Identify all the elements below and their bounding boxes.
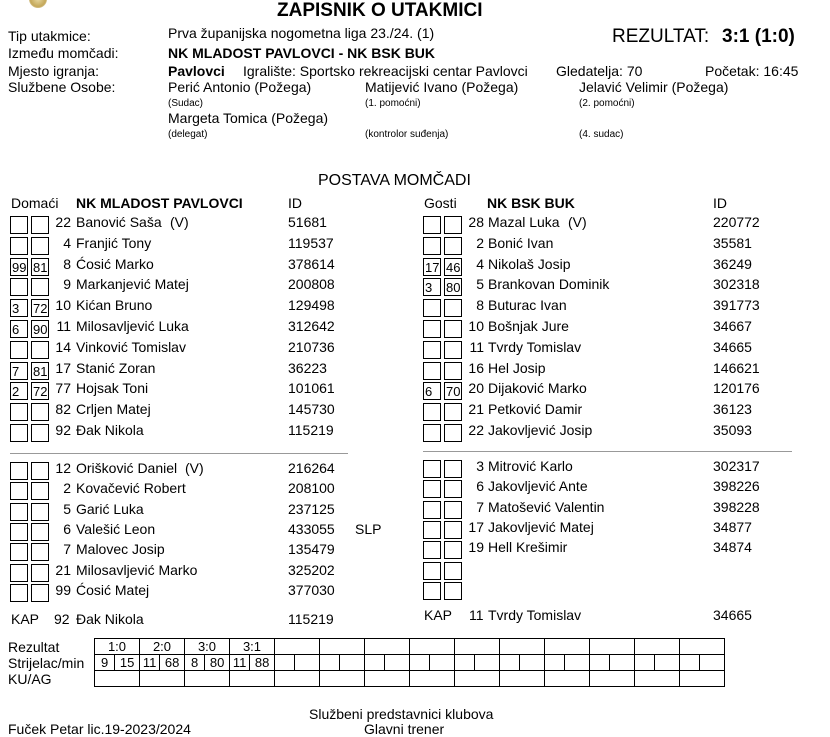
score-cell: [590, 639, 635, 655]
away-captain-name: Tvrdy Tomislav: [488, 607, 582, 623]
scorer-row-label: Strijelac/min: [8, 655, 85, 671]
card-cell: [230, 671, 275, 687]
sub-minute-box[interactable]: [423, 480, 441, 498]
sub-note: SLP: [355, 520, 382, 537]
card-cell: [140, 671, 185, 687]
sub-minute-box[interactable]: [444, 216, 462, 234]
scorer-cell: 88: [250, 655, 275, 671]
player-id: 101061: [288, 380, 335, 397]
card-cell: [635, 671, 680, 687]
home-divider: [10, 453, 348, 454]
official-role: (delegat): [168, 129, 208, 140]
player-name: Hel Josip: [488, 359, 546, 376]
player-id: 35093: [713, 422, 752, 438]
player-id: 145730: [288, 401, 335, 418]
player-name: Brankovan Dominik: [488, 276, 610, 293]
card-cell: [185, 671, 230, 687]
federation-logo: [29, 0, 47, 8]
sub-minute-box[interactable]: [444, 480, 462, 498]
official-role: (Sudac): [168, 98, 204, 109]
score-cell: [545, 639, 590, 655]
sub-name: Orišković Daniel: [76, 460, 178, 476]
sub-minute-box[interactable]: [423, 320, 441, 338]
card-cell: [275, 671, 320, 687]
sub-number: 21: [55, 561, 71, 578]
player-id: 129498: [288, 297, 335, 314]
player-number: 14: [55, 338, 71, 355]
player-id: 35581: [713, 234, 752, 251]
player-number: 28: [468, 214, 484, 230]
player-id: 210736: [288, 338, 335, 355]
sub-minute-box[interactable]: [31, 403, 49, 421]
score-cell: [275, 639, 320, 655]
player-name: Petković Damir: [488, 401, 583, 418]
scorer-cell: 11: [230, 655, 250, 671]
sub-id: 216264: [288, 460, 335, 476]
sub-minute-box[interactable]: [444, 320, 462, 338]
sub-minute-box[interactable]: [10, 564, 28, 582]
scorer-cell: 9: [95, 655, 115, 671]
home-captain-label: KAP: [11, 611, 40, 627]
sub-minute-box[interactable]: 70: [446, 384, 461, 400]
card-cell: [95, 671, 140, 687]
sub-name: Valešić Leon: [76, 520, 156, 537]
scoring-grid: [94, 638, 725, 687]
sub-number: 7: [63, 541, 71, 558]
sub-minute-box[interactable]: [423, 341, 441, 359]
scorer-cell: [565, 655, 590, 671]
sub-minute-box[interactable]: [10, 523, 28, 541]
home-id-header: ID: [288, 195, 302, 211]
player-name: Vinković Tomislav: [76, 338, 186, 355]
sub-name: Garić Luka: [76, 500, 144, 517]
player-number: 11: [469, 338, 484, 355]
sub-id: 377030: [288, 581, 335, 598]
sub-minute-box[interactable]: 80: [446, 280, 461, 296]
official-name: Jelavić Velimir (Požega): [579, 79, 729, 95]
captain-mark: (V): [170, 214, 189, 230]
scorer-cell: [340, 655, 365, 671]
sub-minute-box[interactable]: 90: [33, 322, 48, 337]
sub-minute-box[interactable]: 7: [10, 362, 28, 380]
sub-minute-box[interactable]: [423, 216, 441, 234]
sub-name: Jakovljević Matej: [488, 518, 594, 535]
scorer-cell: 11: [140, 655, 160, 671]
official-name: Margeta Tomica (Požega): [168, 110, 329, 126]
scorer-cell: 80: [205, 655, 230, 671]
player-number: 8: [63, 255, 71, 272]
sub-number: 2: [63, 480, 71, 497]
card-cell: [680, 671, 725, 687]
away-captain-number: 11: [469, 607, 484, 623]
player-name: Kićan Bruno: [76, 297, 153, 314]
player-number: 17: [55, 359, 71, 376]
scorer-cell: [635, 655, 655, 671]
sub-minute-box[interactable]: 3: [423, 278, 441, 296]
sub-minute-box[interactable]: [423, 362, 441, 380]
sub-minute-box[interactable]: [31, 216, 49, 234]
scorer-cell: [455, 655, 475, 671]
scorer-cell: 8: [185, 655, 205, 671]
sub-minute-box[interactable]: 72: [33, 384, 48, 400]
player-id: 312642: [288, 318, 335, 334]
sub-minute-box[interactable]: [10, 278, 28, 296]
player-name: Bonić Ivan: [488, 234, 554, 251]
sub-number: 6: [63, 520, 71, 537]
away-divider: [423, 451, 792, 452]
score-cell: 2:0: [140, 639, 185, 655]
competition: Prva županijska nogometna liga 23./24. (1): [168, 25, 435, 41]
sub-minute-box[interactable]: [31, 584, 49, 602]
player-number: 77: [55, 380, 71, 397]
sub-minute-box[interactable]: [444, 341, 462, 359]
scorer-cell: [365, 655, 385, 671]
sub-number: 7: [476, 498, 484, 515]
player-number: 11: [56, 318, 71, 334]
sub-minute-box[interactable]: [444, 460, 462, 478]
home-team-name: NK MLADOST PAVLOVCI: [76, 195, 243, 211]
player-name: Markanjević Matej: [76, 276, 189, 293]
sub-id: 34877: [713, 518, 752, 535]
scorer-cell: 68: [160, 655, 185, 671]
sub-name: Malovec Josip: [76, 541, 165, 558]
score-cell: [410, 639, 455, 655]
sub-minute-box[interactable]: [423, 562, 441, 580]
sub-minute-box[interactable]: [423, 424, 441, 442]
sub-minute-box[interactable]: [10, 424, 28, 442]
scorer-cell: [590, 655, 610, 671]
sub-minute-box[interactable]: [31, 462, 49, 480]
player-number: 21: [468, 401, 484, 418]
score-cell: 1:0: [95, 639, 140, 655]
sub-minute-box[interactable]: [423, 541, 441, 559]
player-name: Ćosić Marko: [76, 255, 154, 272]
player-number: 16: [468, 359, 484, 376]
result-label: REZULTAT:: [612, 26, 710, 47]
label-teams: Između momčadi:: [8, 45, 119, 61]
sub-name: Ćosić Matej: [76, 581, 150, 598]
sub-minute-box[interactable]: [423, 403, 441, 421]
sub-minute-box[interactable]: [444, 403, 462, 421]
away-captain-id: 34665: [713, 607, 752, 623]
scorer-cell: [385, 655, 410, 671]
home-side-label: Domaći: [11, 195, 59, 211]
player-id: 115219: [288, 422, 334, 438]
sub-minute-box[interactable]: [423, 521, 441, 539]
match-teams: NK MLADOST PAVLOVCI - NK BSK BUK: [168, 45, 436, 61]
sub-name: Mitrović Karlo: [488, 458, 573, 474]
sub-name: Matošević Valentin: [488, 498, 605, 515]
sub-minute-box[interactable]: [10, 216, 28, 234]
sub-minute-box[interactable]: [10, 237, 28, 255]
player-id: 36223: [288, 359, 327, 376]
scorer-cell: [545, 655, 565, 671]
player-number: 5: [476, 276, 484, 293]
sub-minute-box[interactable]: [10, 584, 28, 602]
card-cell: [500, 671, 545, 687]
card-cell: [410, 671, 455, 687]
official-role: (1. pomoćni): [365, 98, 421, 109]
club-reps-label: Službeni predstavnici klubova: [309, 706, 494, 722]
sub-minute-box[interactable]: [10, 341, 28, 359]
label-venue: Mjesto igranja:: [8, 63, 100, 79]
sub-minute-box[interactable]: 6: [10, 320, 28, 338]
spectators: Gledatelja: 70: [556, 63, 643, 79]
player-name: Jakovljević Josip: [488, 422, 593, 438]
score-cell: [320, 639, 365, 655]
sub-minute-box[interactable]: [31, 523, 49, 541]
player-number: 92: [55, 422, 71, 438]
scorer-cell: [700, 655, 725, 671]
sub-minute-box[interactable]: 2: [10, 382, 28, 400]
player-name: Bošnjak Jure: [488, 318, 569, 334]
score-cell: [500, 639, 545, 655]
card-cell: [590, 671, 635, 687]
sub-name: Kovačević Robert: [76, 480, 186, 497]
official-role: (2. pomoćni): [579, 98, 635, 109]
player-id: 302318: [713, 276, 760, 293]
player-number: 9: [63, 276, 71, 293]
sub-minute-box[interactable]: [423, 460, 441, 478]
scorer-cell: [680, 655, 700, 671]
player-name: Stanić Zoran: [76, 359, 156, 376]
player-id: 200808: [288, 276, 335, 293]
captain-mark: (V): [568, 214, 587, 230]
score-cell: 3:0: [185, 639, 230, 655]
player-name: Crljen Matej: [76, 401, 151, 418]
venue-ground: Igralište: Sportsko rekreacijski centar Pavlovci: [243, 63, 528, 79]
score-cell: [455, 639, 500, 655]
player-number: 10: [468, 318, 484, 334]
sub-id: 302317: [713, 458, 760, 474]
player-id: 34665: [713, 338, 752, 355]
player-id: 391773: [713, 297, 760, 314]
sub-id: 208100: [288, 480, 335, 497]
sub-name: Hell Krešimir: [488, 539, 568, 556]
sub-id: 398226: [713, 478, 760, 495]
player-number: 10: [55, 297, 71, 314]
card-cell: [455, 671, 500, 687]
sub-minute-box[interactable]: 81: [33, 259, 48, 275]
sub-minute-box[interactable]: [10, 503, 28, 521]
score-cell: [635, 639, 680, 655]
player-name: Dijaković Marko: [488, 380, 587, 397]
sub-minute-box[interactable]: [444, 299, 462, 317]
sub-minute-box[interactable]: [444, 541, 462, 559]
label-officials: Službene Osobe:: [8, 79, 116, 95]
lineup-title: POSTAVA MOMČADI: [318, 172, 471, 189]
away-side-label: Gosti: [424, 195, 457, 211]
official-name: Matijević Ivano (Požega): [365, 79, 519, 95]
sub-minute-box[interactable]: [31, 341, 49, 359]
sub-id: 398228: [713, 498, 760, 515]
player-id: 120176: [713, 380, 760, 397]
scorer-cell: [500, 655, 520, 671]
sub-id: 237125: [288, 500, 335, 517]
player-name: Hojsak Toni: [76, 380, 149, 397]
sub-number: 99: [55, 581, 71, 598]
player-name: Đak Nikola: [76, 422, 144, 438]
player-number: 82: [55, 401, 71, 418]
sub-minute-box[interactable]: 17: [425, 259, 440, 275]
sub-minute-box[interactable]: [10, 403, 28, 421]
player-name: Franjić Tony: [76, 234, 152, 251]
score-row-label: Rezultat: [8, 639, 60, 655]
sub-name: Milosavljević Marko: [76, 561, 198, 578]
scorer-cell: [275, 655, 295, 671]
player-id: 34667: [713, 318, 752, 334]
card-cell: [365, 671, 410, 687]
sub-minute-box[interactable]: 72: [33, 301, 48, 317]
official-role: (kontrolor suđenja): [365, 129, 449, 140]
player-name: Buturac Ivan: [488, 297, 567, 314]
player-number: 4: [476, 255, 484, 272]
sub-number: 17: [468, 518, 484, 535]
player-name: Mazal Luka: [488, 214, 560, 230]
kickoff-time: Početak: 16:45: [705, 63, 799, 79]
player-id: 51681: [288, 214, 327, 230]
sub-id: 34874: [713, 539, 752, 556]
sub-minute-box[interactable]: [31, 424, 49, 442]
sub-minute-box[interactable]: 81: [33, 363, 48, 379]
sub-minute-box[interactable]: [31, 278, 49, 296]
scorer-cell: [410, 655, 430, 671]
player-number: 22: [55, 214, 71, 230]
scorer-cell: [320, 655, 340, 671]
scorer-cell: [295, 655, 320, 671]
player-name: Nikolaš Josip: [488, 255, 571, 272]
sub-minute-box[interactable]: 6: [423, 382, 441, 400]
player-number: 4: [63, 234, 71, 251]
away-team-name: NK BSK BUK: [487, 195, 575, 211]
sub-minute-box[interactable]: [10, 462, 28, 480]
card-cell: [545, 671, 590, 687]
scorer-cell: [610, 655, 635, 671]
player-name: Milosavljević Luka: [76, 318, 189, 334]
player-number: 8: [476, 297, 484, 314]
home-captain-id: 115219: [288, 611, 334, 627]
scorer-cell: 15: [115, 655, 140, 671]
player-number: 22: [468, 422, 484, 438]
score-cell: [680, 639, 725, 655]
sub-name: Jakovljević Ante: [488, 478, 588, 495]
official-name: Perić Antonio (Požega): [168, 79, 312, 95]
player-id: 146621: [713, 359, 760, 376]
away-id-header: ID: [713, 195, 727, 211]
player-id: 36249: [713, 255, 752, 272]
score-cell: [365, 639, 410, 655]
home-captain-number: 92: [54, 611, 70, 627]
sub-minute-box[interactable]: [444, 582, 462, 600]
sub-number: 6: [476, 478, 484, 495]
sub-minute-box[interactable]: [444, 562, 462, 580]
player-id: 36123: [713, 401, 752, 418]
sub-minute-box[interactable]: [31, 503, 49, 521]
sub-minute-box[interactable]: [31, 564, 49, 582]
player-name: Tvrdy Tomislav: [488, 338, 582, 355]
result-value: 3:1 (1:0): [722, 26, 795, 47]
sub-id: 325202: [288, 561, 335, 578]
label-match-type: Tip utakmice:: [8, 28, 91, 44]
sub-minute-box[interactable]: [423, 501, 441, 519]
sub-minute-box[interactable]: [444, 501, 462, 519]
page-title: ZAPISNIK O UTAKMICI: [277, 0, 483, 21]
sub-minute-box[interactable]: [31, 543, 49, 561]
player-id: 119537: [288, 234, 334, 251]
sub-number: 12: [55, 460, 71, 476]
away-captain-label: KAP: [424, 607, 453, 623]
head-coach-label: Glavni trener: [364, 721, 445, 737]
sub-minute-box[interactable]: 99: [12, 259, 27, 275]
coach-name: Fuček Petar lic.19-2023/2024: [8, 721, 191, 737]
venue-town: Pavlovci: [168, 63, 225, 79]
sub-minute-box[interactable]: [31, 237, 49, 255]
sub-minute-box[interactable]: [444, 237, 462, 255]
sub-id: 135479: [288, 541, 335, 558]
player-number: 2: [476, 234, 484, 251]
player-name: Banović Saša: [76, 214, 162, 230]
player-number: 20: [468, 380, 484, 397]
player-id: 378614: [288, 255, 335, 272]
sub-minute-box[interactable]: [10, 543, 28, 561]
sub-minute-box[interactable]: [10, 482, 28, 500]
sub-number: 3: [476, 458, 484, 474]
score-cell: 3:1: [230, 639, 275, 655]
captain-mark: (V): [185, 460, 204, 476]
sub-minute-box[interactable]: [423, 237, 441, 255]
cards-row-label: KU/AG: [8, 671, 52, 687]
scorer-cell: [475, 655, 500, 671]
sub-number: 5: [63, 500, 71, 517]
sub-minute-box[interactable]: [423, 582, 441, 600]
card-cell: [320, 671, 365, 687]
scorer-cell: [430, 655, 455, 671]
sub-minute-box[interactable]: 46: [446, 259, 461, 275]
official-role: (4. sudac): [579, 129, 624, 140]
sub-minute-box[interactable]: 3: [10, 299, 28, 317]
scorer-cell: [655, 655, 680, 671]
player-id: 220772: [713, 214, 760, 230]
sub-minute-box[interactable]: [31, 482, 49, 500]
sub-minute-box[interactable]: [423, 299, 441, 317]
sub-id: 433055: [288, 520, 335, 537]
scorer-cell: [520, 655, 545, 671]
home-captain-name: Đak Nikola: [76, 611, 144, 627]
sub-minute-box[interactable]: [444, 521, 462, 539]
sub-number: 19: [468, 539, 484, 556]
sub-minute-box[interactable]: [444, 424, 462, 442]
sub-minute-box[interactable]: [444, 362, 462, 380]
